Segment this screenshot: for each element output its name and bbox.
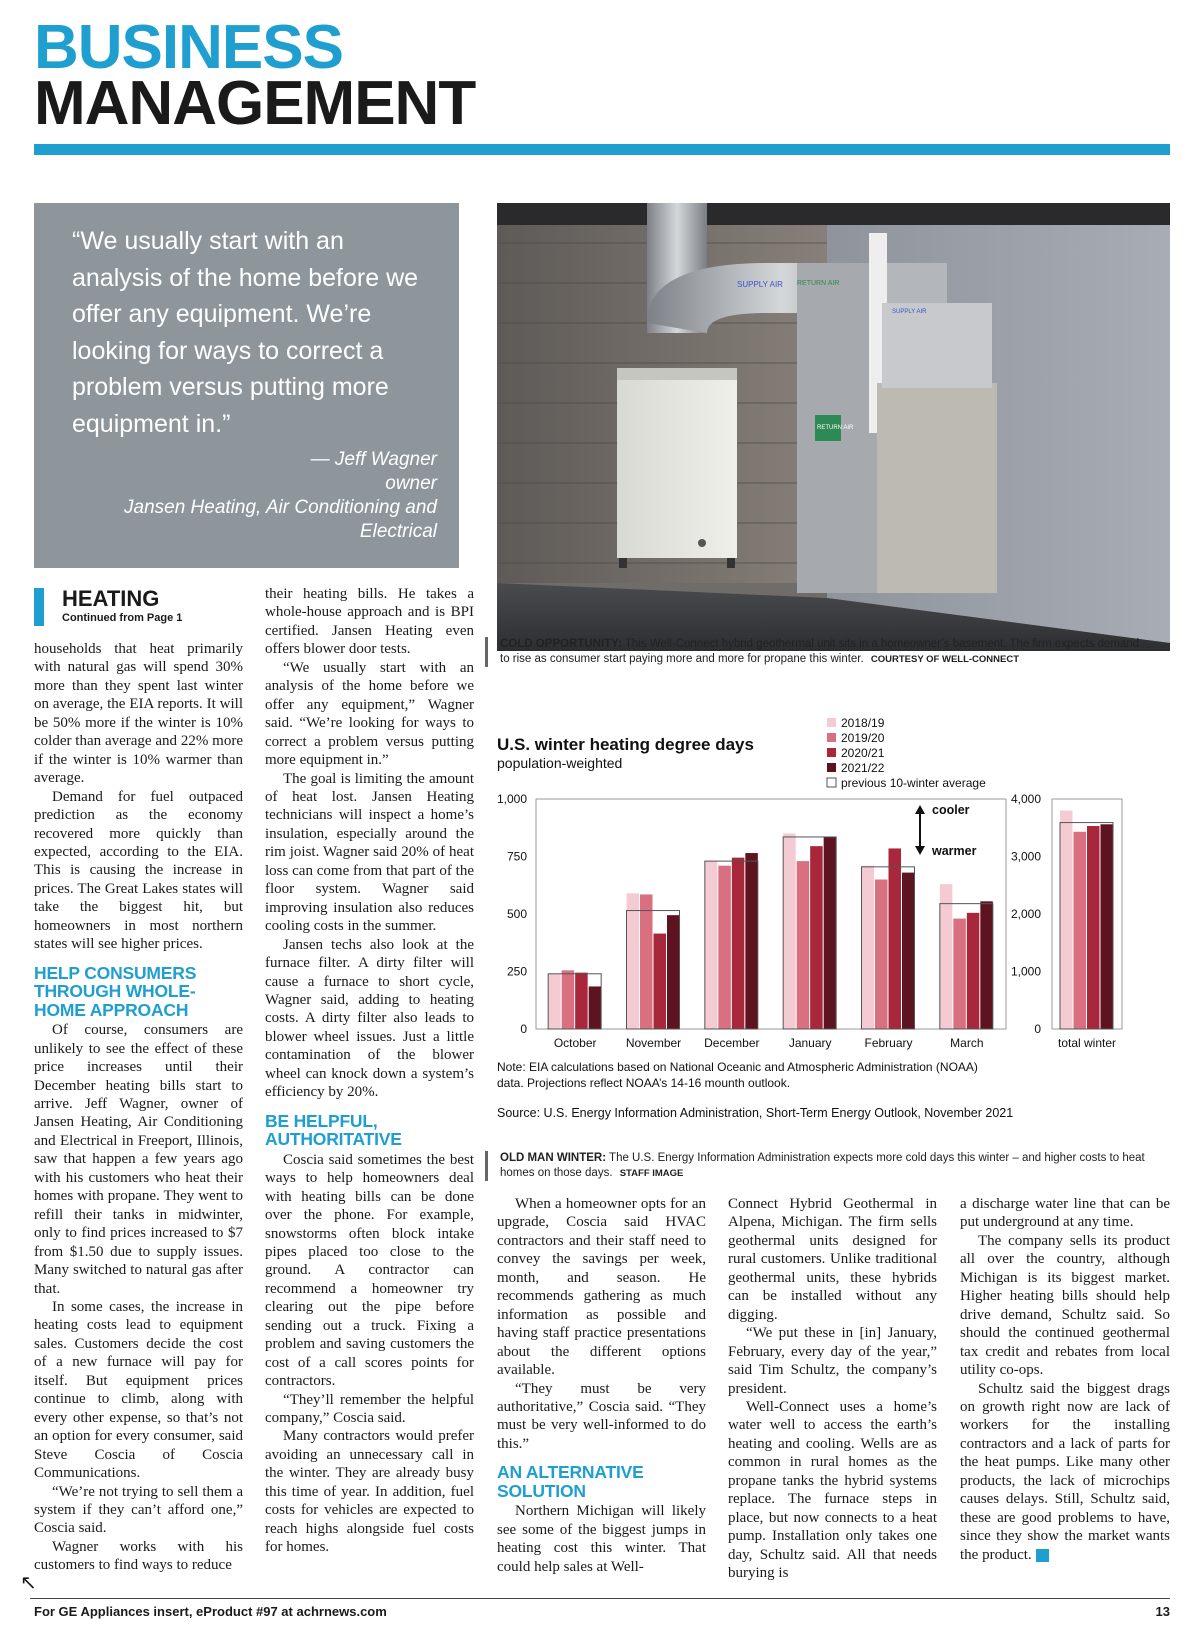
bar-october-2020-21 [575,973,588,1029]
paragraph: “We’re not trying to sell them a system if they can’t afford one,” Coscia said. [34,1483,243,1537]
chart-title: U.S. winter heating degree days [497,735,754,754]
x-tick-label: February [864,1036,913,1050]
bar-february-2018-19 [862,866,875,1029]
hvac-photo-illustration [497,203,1170,651]
masthead [34,13,1170,138]
chart-source: Source: U.S. Energy Information Administration, Short-Term Energy Outlook, November 2021 [497,1106,1014,1120]
y-tick-label: 1,000 [497,792,527,806]
bar-march-2020-21 [967,913,980,1029]
pull-quote-name: — Jeff Wagner [310,449,437,470]
masthead-line-1: BUSINESS [34,13,343,82]
chart-caption [485,1151,1165,1181]
pull-quote-company: Jansen Heating, Air Conditioning and Electrical [124,497,437,542]
bar-november-2021-22 [667,915,680,1029]
photo-label-return-2: RETURN AIR [817,425,854,431]
paragraph: “We put these in [in] January, February, every day of the year,” said Tim Schultz, the company’s president. [728,1325,937,1397]
bar-february-2020-21 [889,848,902,1029]
legend-swatch-2020-21 [827,748,836,757]
y-tick-label: 500 [506,907,527,921]
plot-frame [536,799,1006,1029]
footer-rule [30,1598,1170,1599]
subhead-help-consumers: HELP CONSUMERS THROUGH WHOLE-HOME APPROACH [34,962,197,1020]
paragraph: Demand for fuel outpaced prediction as the economy recovered more quickly than expected, according to the EIA. This is causing the increase in prices. The Great Lakes states will take the biggest hit, but homeowners in most northern states will see higher prices. [34,788,243,953]
total-bar-2021-22 [1101,824,1114,1029]
x-tick-label: March [950,1036,984,1050]
photo-caption-lead: COLD OPPORTUNITY: [500,638,622,650]
paragraph: a discharge water line that can be put underground at any time. [960,1196,1170,1231]
bar-march-2018-19 [940,884,953,1029]
photo-label-return: RETURN AIR [797,280,840,287]
paragraph: The goal is limiting the amount of heat lost. Jansen Heating technicians will inspect a home’s insulation, especially around the rim joist. Wagner said 20% of heat loss can come from that part of the floor system. Wagner said improving insulation also reduces cooling costs in the summer. [265,770,474,935]
article-column-4 [728,1195,937,1583]
legend-swatch-2019-20 [827,733,836,742]
total-bar-2019-20 [1074,832,1087,1029]
article-column-1 [34,640,243,1575]
total-y-tick-label: 4,000 [1010,792,1041,806]
bar-december-2018-19 [705,861,718,1029]
bar-november-2020-21 [654,934,667,1029]
legend-label: 2020/21 [841,746,885,760]
paragraph: Jansen techs also look at the furnace filter. A dirty filter will cause a furnace to short cycle, Wagner said, adding to heating costs. A dirty filter also leads to blower wheel issues. Just a little contamination of the blower wheel can knock down a system’s efficiency by 20%. [265,936,474,1101]
paragraph: “They must be very authoritative,” Coscia said. “They must be very well-informed to do this.” [497,1380,706,1452]
bar-october-2019-20 [562,970,575,1029]
paragraph: Connect Hybrid Geothermal in Alpena, Michigan. The firm sells geothermal units designed for rural customers. Unlike traditional geothermal units, these hybrids can be installed without any digging. [728,1196,937,1323]
photo-label-supply: SUPPLY AIR [737,280,783,289]
chart-svg [497,702,1170,1142]
masthead-line-2: MANAGEMENT [34,69,476,138]
pull-quote-text: “We usually start with an analysis of the home before we offer any equipment. We’re looking for ways to correct a problem versus putting more equipment in.” [72,227,419,438]
pull-quote-role: owner [385,473,437,494]
chart-caption-lead: OLD MAN WINTER: [500,1152,607,1164]
paragraph [960,1380,1170,1565]
chart-caption-credit: STAFF IMAGE [619,1168,684,1179]
bar-december-2021-22 [745,853,758,1029]
bar-november-2019-20 [640,894,653,1029]
paragraph: their heating bills. He takes a whole-house approach and is BPI certified. Jansen Heating even offers blower door tests. [265,586,474,658]
article-column-3 [497,1195,706,1576]
heating-degree-days-chart [497,702,1170,1142]
total-bar-2018-19 [1060,811,1073,1030]
x-tick-label: December [704,1036,760,1050]
photo-caption [485,637,1145,667]
masthead-rule [34,144,1170,155]
subhead-alternative-solution: AN ALTERNATIVE SOLUTION [497,1462,644,1501]
article-column-5 [960,1195,1170,1564]
pull-quote-attribution [72,448,437,544]
bar-january-2018-19 [783,834,796,1030]
photo-caption-text: This Well-Connect hybrid geothermal unit sits in a homeowner’s basement. The firm expects demand to rise as consumer start paying more and more for propane this winter. [500,638,1140,665]
chart-legend [827,716,986,790]
section-head [34,588,244,626]
subhead-be-helpful: BE HELPFUL, AUTHORITATIVE [265,1110,402,1150]
legend-label: 2018/19 [841,716,885,730]
photo-label-supply-2: SUPPLY AIR [892,309,927,315]
bar-february-2019-20 [875,880,888,1030]
total-y-tick-label: 0 [1034,1022,1041,1036]
bar-january-2020-21 [810,846,823,1029]
paragraph: households that heat primarily with natural gas will spend 30% more than they spent last winter on average, the EIA reports. It will be 50% more if the winter is 10% colder than average and 22% more if the winter is 10% warmer than average. [34,641,243,787]
bar-december-2019-20 [718,866,731,1029]
paragraph: “They’ll remember the helpful company,” Coscia said. [265,1391,474,1427]
continued-line: Continued from Page 1 [62,612,183,624]
legend-swatch-2021-22 [827,763,836,772]
legend-label: 2021/22 [841,761,885,775]
bar-march-2019-20 [953,919,966,1029]
total-y-tick-label: 2,000 [1010,907,1041,921]
paragraph: In some cases, the increase in heating costs lead to equipment sales. Customers decide the cost of a new furnace will pay for itself. But equipment prices continue to climb, along with every other expense, so that’s not an option for every consumer, said Steve Coscia of Coscia Communications. [34,1299,243,1482]
bar-october-2021-22 [589,986,602,1029]
footer-promo[interactable]: For GE Appliances insert, eProduct #97 at achrnews.com [34,1604,387,1619]
paragraph: Northern Michigan will likely see some of the biggest jumps in heating cost this winter. That could help sales at Well- [497,1503,706,1575]
y-tick-label: 750 [506,849,527,864]
y-tick-label: 250 [506,964,527,979]
paragraph: Many contractors would prefer avoiding an unnecessary call in the winter. They are already busy this time of year. In addition, fuel costs for vehicles are expected to reach highs alongside fuel costs for homes. [265,1428,474,1556]
x-tick-label: November [625,1036,682,1050]
chart-note-line-1: Note: EIA calculations based on National Oceanic and Atmospheric Administration (NOAA) [497,1060,978,1074]
pull-quote [34,203,459,568]
x-tick-label: January [788,1036,832,1050]
chart-note [497,1060,978,1090]
bar-january-2019-20 [797,861,810,1029]
annotation-arrow-up-icon [915,805,925,814]
legend-label: 2019/20 [841,731,885,745]
article-column-2 [265,585,474,1557]
paragraph-text: Schultz said the biggest drags on growth right now are lack of workers for the installing contractors and a lack of parts for the heat pumps. Like many other products, the lack of microchips causes delays. Still, Schultz said, these are good problems to have, since they show the market wants the product. [960,1380,1170,1563]
paragraph: The company sells its product all over the country, although Michigan is its biggest market. Higher heating bills should help drive demand, Schultz said. So should the continued geothermal tax credit and rebates from local utility co-ops. [960,1232,1170,1379]
annotation-cooler: cooler [932,803,970,817]
page-number: 13 [1155,1604,1170,1619]
x-tick-label: October [553,1036,597,1050]
bar-november-2018-19 [627,893,640,1029]
bar-october-2018-19 [548,974,561,1029]
total-x-label: total winter [1057,1036,1117,1050]
total-y-tick-label: 1,000 [1010,964,1041,979]
photo-caption-credit: COURTESY OF WELL-CONNECT [870,654,1020,665]
annotation-arrow-down-icon [915,846,925,855]
paragraph: “We usually start with an analysis of the home before we offer any equipment,” Wagner said. “We’re looking for ways to correct a problem versus putting more equipment in.” [265,659,474,769]
paragraph: Wagner works with his customers to find ways to reduce [34,1538,243,1574]
y-tick-label: 0 [520,1022,527,1036]
annotation-warmer: warmer [932,844,977,858]
total-y-tick-label: 3,000 [1010,849,1041,864]
chart-subtitle: population-weighted [497,755,623,771]
paragraph: Of course, consumers are unlikely to see the effect of these price increases until their December heating bills start to arrive. Jeff Wagner, owner of Jansen Heating, Air Conditioning and Electrical in Freeport, Illinois, saw that happen a few years ago with his customers who heat their homes with propane. They went to refill their tanks in midwinter, only to find prices increased to $7 from $1.50 due to supply issues. Many switched to natural gas after that. [34,1022,243,1297]
end-mark-icon: N [1036,1549,1049,1562]
bar-january-2021-22 [824,837,837,1029]
paragraph: Coscia said sometimes the best ways to help homeowners deal with heating bills can be done over the phone. For example, snowstorms often block intake pipes placed too close to the ground. A contractor can recommend a homeowner try clearing out the pipe before sending out a truck. Fixing a problem and saving customers the cost of a call scores points for contractors. [265,1151,474,1390]
cursor-arrow-icon: ↖ [20,1570,37,1594]
chart-caption-text: The U.S. Energy Information Administration expects more cold days this winter – and higher costs to heat homes on those days. [500,1152,1145,1179]
legend-label-average: previous 10-winter average [841,776,986,790]
bar-march-2021-22 [980,901,993,1029]
paragraph: Well-Connect uses a home’s water well to access the earth’s heating and cooling. Wells are as common in rural homes as the propane tanks the hybrid systems replace. The furnace steps in place, but now connects to a heat pump. Installation only takes one day, Schultz said. All that needs burying is [728,1398,937,1582]
chart-plot [497,792,1122,1050]
hvac-photo [497,203,1170,651]
legend-swatch-2018-19 [827,718,836,727]
bar-february-2021-22 [902,873,915,1029]
paragraph: When a homeowner opts for an upgrade, Coscia said HVAC contractors and their staff need to convey the savings per week, month, and season. He recommends gathering as much information as possible and having staff practice presentations about the different options available. [497,1196,706,1379]
section-title: HEATING [62,586,160,611]
total-bar-2020-21 [1087,826,1100,1029]
legend-swatch-average [827,778,836,787]
bar-december-2020-21 [732,858,745,1029]
chart-note-line-2: data. Projections reflect NOAA’s 14-16 mounth outlook. [497,1076,791,1090]
